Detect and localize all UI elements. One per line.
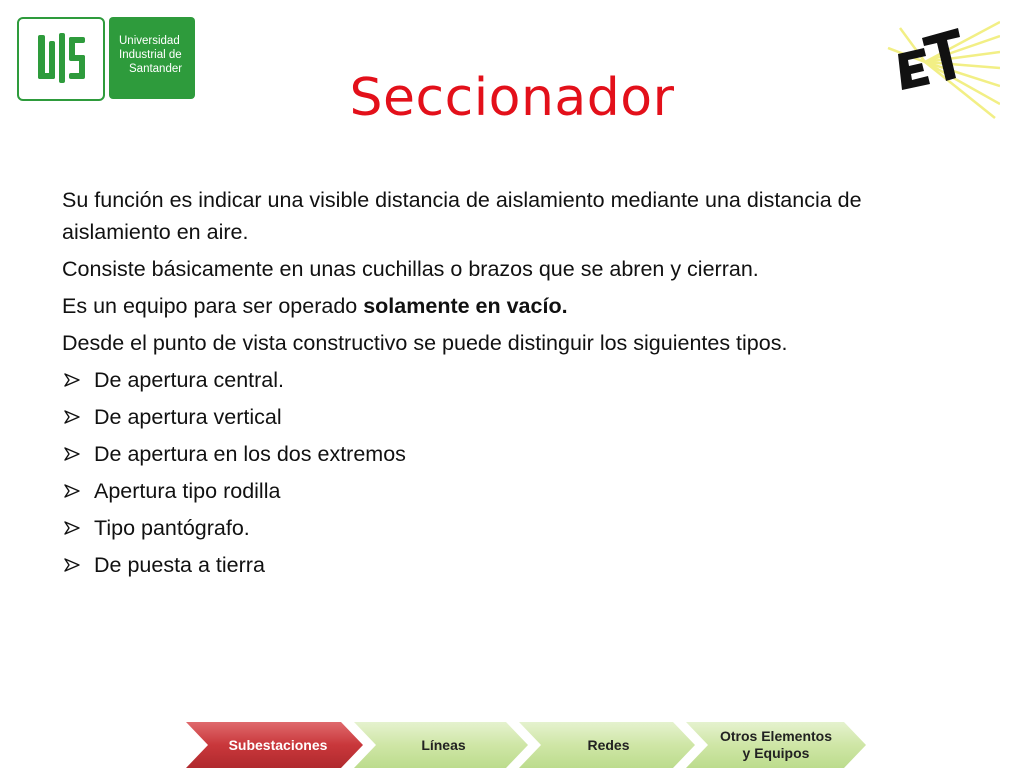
list-item-text: De puesta a tierra (94, 553, 265, 577)
section-nav (186, 722, 866, 768)
list-item (62, 549, 952, 581)
list-item-text: De apertura en los dos extremos (94, 442, 406, 466)
nav-item-otros-elementos[interactable] (706, 722, 846, 768)
paragraph-consists: Consiste básicamente en unas cuchillas o brazos que se abren y cierran. (62, 257, 759, 281)
list-item (62, 401, 952, 433)
list-item-text: Tipo pantógrafo. (94, 516, 250, 540)
list-item (62, 475, 952, 507)
arrow-bullet-icon (64, 558, 80, 572)
operation-emphasis: solamente en vacío. (363, 294, 568, 318)
arrow-bullet-icon (64, 484, 80, 498)
arrow-bullet-icon (64, 410, 80, 424)
list-item (62, 438, 952, 470)
uis-logo-line-2: Industrial de (119, 49, 182, 61)
paragraph-operation (62, 290, 952, 322)
paragraph-function: Su función es indicar una visible distancia de aislamiento mediante una distancia de aislamiento en aire. (62, 188, 862, 244)
nav-item-redes[interactable]: Redes (587, 736, 630, 753)
nav-item-subestaciones[interactable]: Subestaciones (228, 736, 328, 753)
arrow-bullet-icon (64, 521, 80, 535)
arrow-bullet-icon (64, 447, 80, 461)
arrow-bullet-icon (64, 373, 80, 387)
operation-text: Es un equipo para ser operado (62, 294, 364, 318)
slide-body (62, 184, 952, 586)
nav-item-otros-line-1: Otros Elementos (719, 728, 833, 744)
list-item (62, 512, 952, 544)
types-list (62, 364, 952, 581)
uis-logo-line-1: Universidad (119, 35, 180, 47)
nav-item-lineas[interactable]: Líneas (421, 736, 466, 753)
list-item-text: De apertura vertical (94, 405, 282, 429)
list-item-text: Apertura tipo rodilla (94, 479, 281, 503)
uis-logo-line-3: Santander (129, 63, 183, 75)
list-item (62, 364, 952, 396)
slide-title: Seccionador (349, 68, 675, 128)
list-item-text: De apertura central. (94, 368, 285, 392)
nav-item-otros-line-2: y Equipos (742, 745, 810, 761)
paragraph-types-intro: Desde el punto de vista constructivo se puede distinguir los siguientes tipos. (62, 331, 788, 355)
